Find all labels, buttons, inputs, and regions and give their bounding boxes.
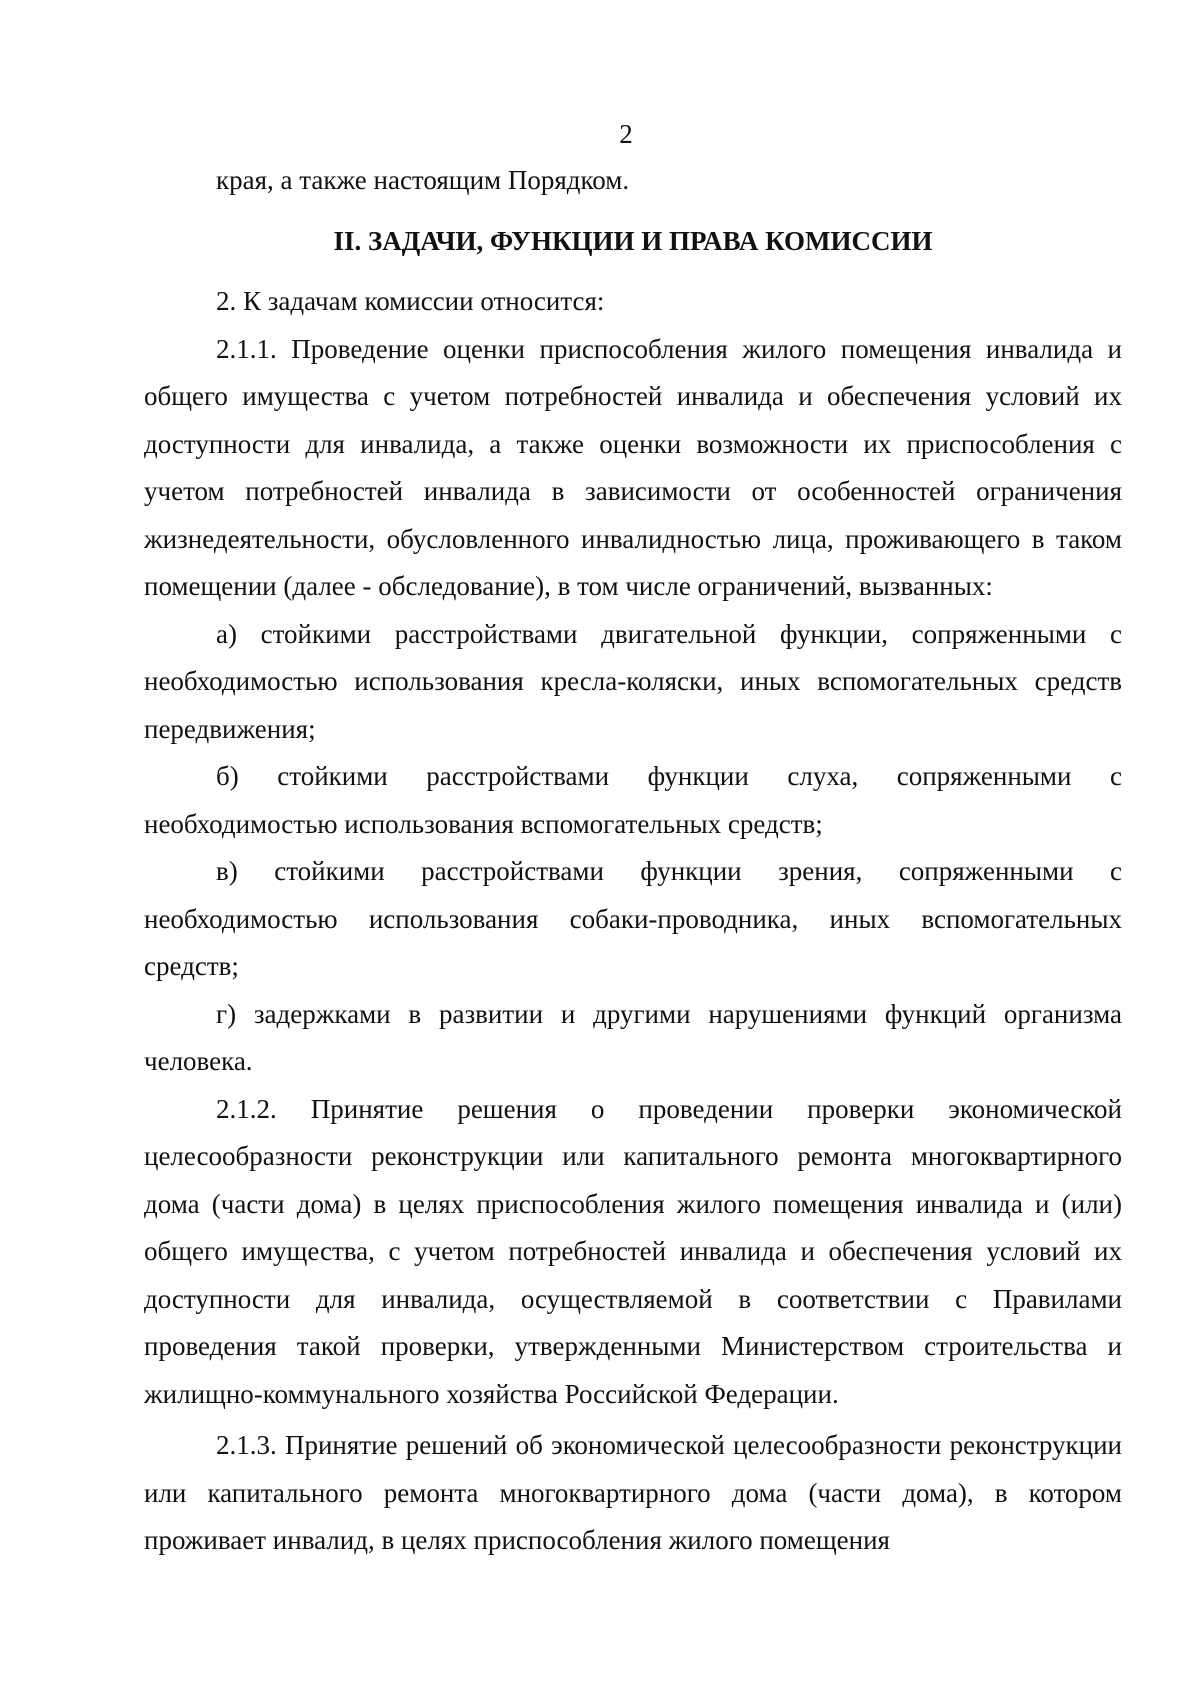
document-body <box>144 157 1122 1565</box>
list-item-g: г) задержками в развитии и другими нарушениями функций организма человека. <box>144 998 1122 1076</box>
paragraph-2-1-1: 2.1.1. Проведение оценки приспособления жилого помещения инвалида и общего имущества с учетом потребностей инвалида и обеспечения условий их доступности для инвалида, а также оценки возможности их приспособления с учетом потребностей инвалида в зависимости от особенностей ограничения жизнедеятельности, обусловленного инвалидностью лица, проживающего в таком помещении (далее - обследование), в том числе ограничений, вызванных: <box>144 333 1122 601</box>
page-number: 2 <box>619 119 633 149</box>
list-item-b: б) стойкими расстройствами функции слуха, сопряженными с необходимостью использования вспомогательных средств; <box>144 761 1122 839</box>
paragraph-2-1-3: 2.1.3. Принятие решений об экономической целесообразности реконструкции или капитального ремонта многоквартирного дома (части дома), в котором проживает инвалид, в целях приспособления жилого помещения <box>144 1430 1122 1555</box>
paragraph-2-1-2: 2.1.2. Принятие решения о проведении проверки экономической целесообразности реконструкции или капитального ремонта многоквартирного дома (части дома) в целях приспособления жилого помещения инвалида и (или) общего имущества, с учетом потребностей инвалида и обеспечения условий их доступности для инвалида, осуществляемой в соответствии с Правилами проведения такой проверки, утвержденными Министерством строительства и жилищно-коммунального хозяйства Российской Федерации. <box>144 1093 1122 1409</box>
intro-line: края, а также настоящим Порядком. <box>216 165 630 195</box>
list-item-v: в) стойкими расстройствами функции зрения, сопряженными с необходимостью использования собаки-проводника, иных вспомогательных средств; <box>144 856 1122 981</box>
section-heading: II. ЗАДАЧИ, ФУНКЦИИ И ПРАВА КОМИССИИ <box>333 225 933 256</box>
list-item-a: а) стойкими расстройствами двигательной функции, сопряженными с необходимостью использования кресла-коляски, иных вспомогательных средств передвижения; <box>144 618 1122 744</box>
paragraph-2: 2. К задачам комиссии относится: <box>216 286 605 316</box>
